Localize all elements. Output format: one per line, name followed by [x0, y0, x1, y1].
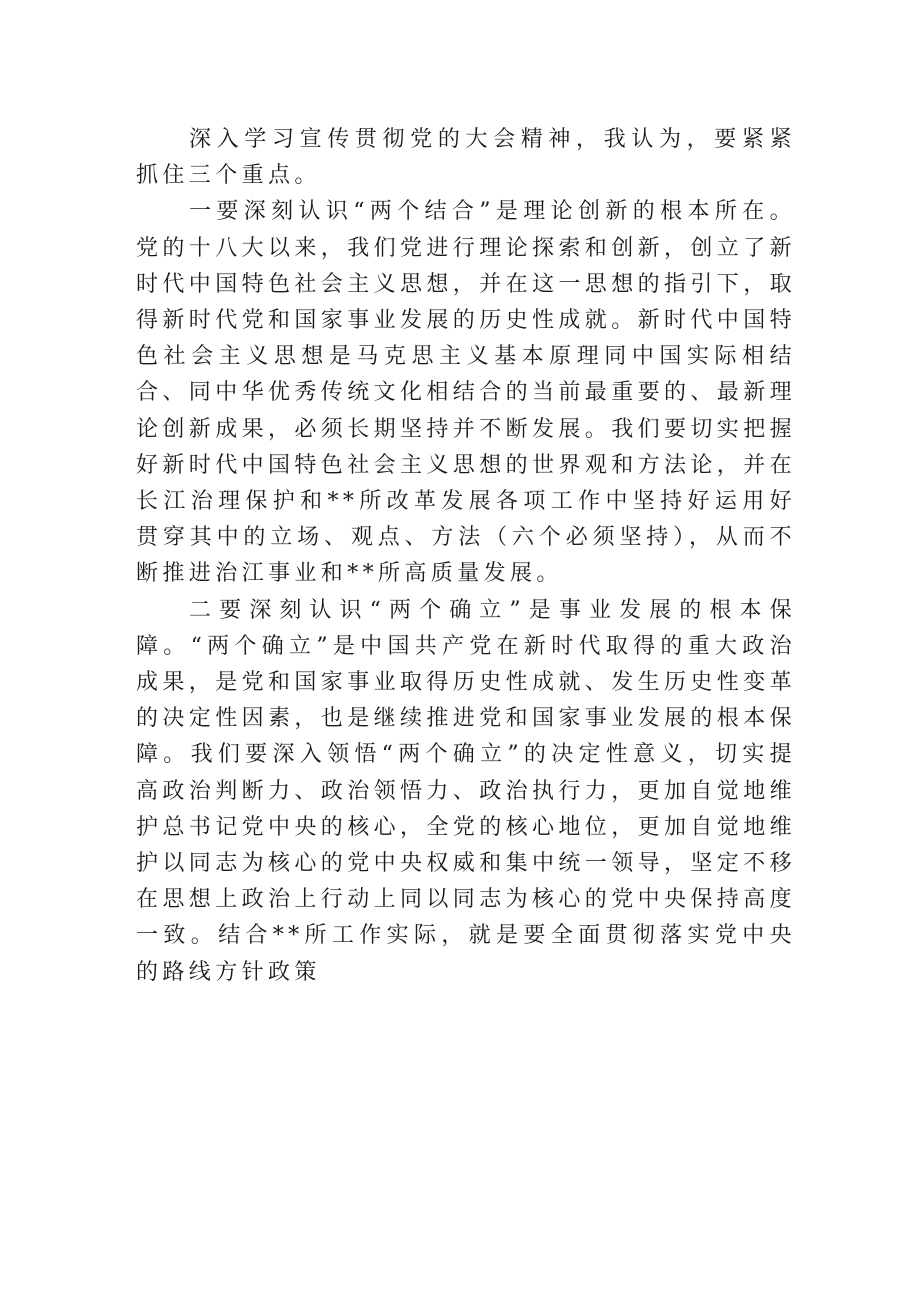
- paragraph-two-establishments: 二要深刻认识“两个确立”是事业发展的根本保障。“两个确立”是中国共产党在新时代取得的重大政治成果，是党和国家事业取得历史性成就、发生历史性变革的决定性因素，也是继续推进党和国家事业发展的根本保障。我们要深入领悟“两个确立”的决定性意义，切实提高政治判断力、政治领悟力、政治执行力，更加自觉地维护总书记党中央的核心，全党的核心地位，更加自觉地维护以同志为核心的党中央权威和集中统一领导，坚定不移在思想上政治上行动上同以同志为核心的党中央保持高度一致。结合**所工作实际，就是要全面贯彻落实党中央的路线方针政策: [136, 597, 797, 985]
- document-body: [136, 122, 796, 991]
- paragraph-intro: 深入学习宣传贯彻党的大会精神，我认为，要紧紧抓住三个重点。: [136, 127, 796, 189]
- paragraph-two-combinations: 一要深刻认识“两个结合”是理论创新的根本所在。党的十八大以来，我们党进行理论探索和创新，创立了新时代中国特色社会主义思想，并在这一思想的指引下，取得新时代党和国家事业发展的历史性成就。新时代中国特色社会主义思想是马克思主义基本原理同中国实际相结合、同中华优秀传统文化相结合的当前最重要的、最新理论创新成果，必须长期坚持并不断发展。我们要切实把握好新时代中国特色社会主义思想的世界观和方法论，并在长江治理保护和**所改革发展各项工作中坚持好运用好贯穿其中的立场、观点、方法（六个必须坚持），从而不断推进治江事业和**所高质量发展。: [136, 199, 797, 587]
